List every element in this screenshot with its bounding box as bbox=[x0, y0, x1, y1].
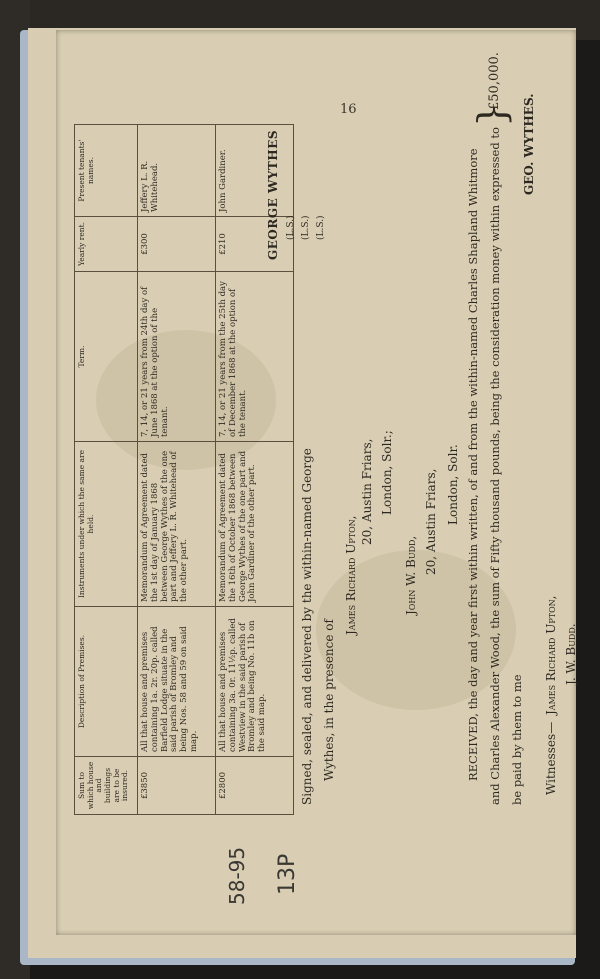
pencil-annotation: 58-95 bbox=[225, 846, 249, 905]
receipt-amount: £50,000. bbox=[487, 52, 502, 110]
seal-mark: (L.S.) bbox=[301, 215, 311, 240]
table-row bbox=[216, 125, 294, 815]
receipt-line-2: and Charles Alexander Wood, the sum of Fifty thousand pounds, being the consideration money within expressed to bbox=[488, 127, 502, 805]
receipt-witness-2: J. W. Budd. bbox=[564, 623, 578, 685]
witness-2-address: 20, Austin Friars, bbox=[424, 468, 438, 575]
column-header: Yearly rent. bbox=[75, 217, 138, 272]
witness-2-name: John W. Budd, bbox=[404, 535, 418, 615]
witness-1-name: James Richard Upton, bbox=[344, 515, 358, 635]
seal-mark: (L.S.) bbox=[316, 215, 326, 240]
column-header: Present tenants' names. bbox=[75, 125, 138, 217]
rotated-content bbox=[70, 52, 578, 815]
table-cell-tenant: Jeffery L. R. Whitehead. bbox=[138, 125, 216, 217]
witness-1-address: 20, Austin Friars, bbox=[360, 438, 374, 545]
witness-1-role: London, Solr.; bbox=[380, 430, 394, 515]
table-cell-instrument: Memorandum of Agreement dated the 16th of October 1868 between George Wythes of the one part and John Gardiner of the other part. bbox=[216, 442, 294, 607]
premises-table bbox=[74, 124, 294, 815]
table-cell-tenant: John Gardiner. bbox=[216, 125, 294, 217]
table-cell-term: 7, 14, or 21 years from the 25th day of December 1868 at the option of the tenant. bbox=[216, 272, 294, 442]
brace-symbol: } bbox=[470, 102, 514, 127]
receipt-signature: GEO. WYTHES. bbox=[522, 93, 536, 195]
table-header-row bbox=[75, 125, 138, 815]
table-cell-rent: £300 bbox=[138, 217, 216, 272]
receipt-witness-1: James Richard Upton, bbox=[544, 595, 558, 715]
table-cell-term: 7, 14, or 21 years from 24th day of June 1868 at the option of the tenant. bbox=[138, 272, 216, 442]
witnesses-label: Witnesses— bbox=[544, 721, 558, 795]
receipt-line-1: RECEIVED, the day and year first within written, of and from the within-named Charles Shapland Whitmore bbox=[466, 148, 480, 781]
table-cell-premises: All that house and premises containing 1a. 2r. 20p. called Barfield Lodge situate in the said parish of Bromley and being Nos. 58 and 59 on said map. bbox=[138, 607, 216, 757]
column-header: Instruments under which the same are held. bbox=[75, 442, 138, 607]
pencil-annotation: 13P bbox=[275, 853, 300, 895]
column-header: Term. bbox=[75, 272, 138, 442]
seal-mark: (L.S.) bbox=[286, 215, 296, 240]
attestation-line-1: Signed, sealed, and delivered by the within-named George bbox=[300, 448, 314, 805]
column-header: Description of Premises. bbox=[75, 607, 138, 757]
receipt-line-3: be paid by them to me bbox=[510, 674, 524, 805]
witness-2-role: London, Solr. bbox=[446, 444, 460, 525]
table-cell-rent: £210 bbox=[216, 217, 294, 272]
table-cell-instrument: Memorandum of Agreement dated the 1st day of January 1868 between George Wythes of the one part and Jeffery L. R. Whitehead of the other part. bbox=[138, 442, 216, 607]
column-header: Sum to which house and buildings are to be insured. bbox=[75, 757, 138, 815]
table-row bbox=[138, 125, 216, 815]
attestation-line-2: Wythes, in the presence of bbox=[322, 619, 336, 781]
table-cell-sum: £3850 bbox=[138, 757, 216, 815]
table-cell-premises: All that house and premises containing 3a. 0r. 11½p. called Westview in the said parish of Bromley and being No. 11b on the said map. bbox=[216, 607, 294, 757]
page-number: 16 bbox=[340, 102, 357, 117]
signer-signature: GEORGE WYTHES bbox=[266, 129, 280, 260]
table-cell-sum: £2800 bbox=[216, 757, 294, 815]
